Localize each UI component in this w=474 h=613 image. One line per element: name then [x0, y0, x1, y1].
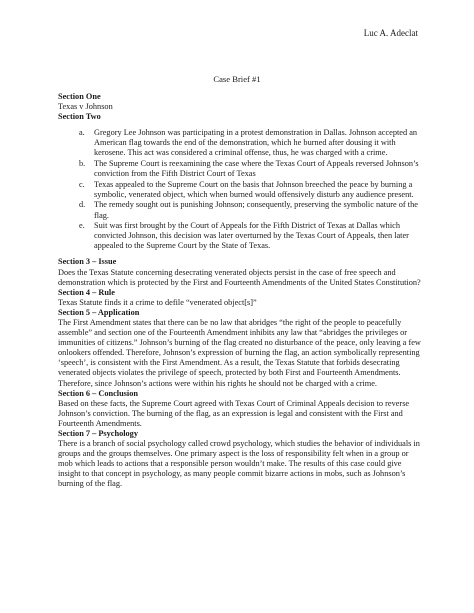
section-two-heading: Section Two [58, 112, 101, 122]
section-3-text: Does the Texas Statute concerning desecrating venerated objects persist in the case of free speech and demonstration which is protected by the First and Fourteenth Amendments of the United States Constitution? [58, 267, 421, 287]
list-marker: b. [79, 159, 86, 169]
list-item [79, 179, 422, 200]
author-name: Luc A. Adeclat [363, 28, 418, 38]
list-marker: c. [79, 179, 85, 189]
section-4-text: Texas Statute finds it a crime to defile “venerated object[s]” [58, 297, 257, 307]
document-body [58, 92, 422, 490]
section-4-heading: Section 4 – Rule [58, 287, 115, 297]
section-7-text: There is a branch of social psychology called crowd psychology, which studies the behavior of individuals in groups and the groups themselves. One primary aspect is the loss of responsibility felt when in a group or mob which leads to actions that a responsible person wouldn’t make. The results of this case could give insight to that concept in psychology, as many people commit bizarre actions in mobs, such as Johnson’s burning of the flag. [58, 439, 420, 489]
list-item [79, 221, 422, 251]
list-item-text: Texas appealed to the Supreme Court on the basis that Johnson breeched the peace by burning a symbolic, venerated object, which when burned would offensively disturb any audience present. [94, 179, 414, 199]
section-6-heading: Section 6 – Conclusion [58, 388, 138, 398]
section-5-text: The First Amendment states that there can be no law that abridges “the right of the people to peacefully assemble” and section one of the Fourteenth Amendment inhibits any law that “abridges the privileges or immunities of citizens.” Johnson’s burning of the flag created no disturbance of the peace, only leaving a few onlookers offended. Therefore, Johnson’s expression of burning the flag, an action symbolically representing ‘speech’, is consistent with the First Amendment. As a result, the Texas Statute that forbids desecrating venerated objects violates the privilege of speech, protected by both First and Fourteenth Amendments. Therefore, since Johnson’s actions were within his rights he should not be charged with a crime. [58, 317, 421, 388]
document-title: Case Brief #1 [213, 74, 261, 84]
list-item-text: Suit was first brought by the Court of Appeals for the Fifth District of Texas at Dallas which convicted Johnson, this decision was later overturned by the Texas Court of Appeals, then later appealed to the Supreme Court by the State of Texas. [94, 221, 409, 251]
section-3-heading: Section 3 – Issue [58, 257, 117, 267]
list-item [79, 200, 422, 220]
list-marker: d. [79, 200, 86, 210]
section-5-heading: Section 5 – Application [58, 307, 140, 317]
section-6-text: Based on these facts, the Supreme Court agreed with Texas Court of Criminal Appeals decision to reverse Johnson’s conviction. The burning of the flag, as an expression is legal and consistent with the First and Fourteenth Amendments. [58, 398, 410, 428]
list-item-text: The Supreme Court is reexamining the case where the Texas Court of Appeals reversed Johnson’s conviction from the Fifth District Court of Texas [94, 159, 419, 179]
facts-list [58, 128, 422, 251]
section-one-heading: Section One [58, 92, 101, 101]
list-marker: e. [79, 221, 85, 231]
list-item [79, 128, 422, 158]
list-item-text: The remedy sought out is punishing Johnson; consequently, preserving the symbolic nature of the flag. [94, 200, 418, 220]
section-7-heading: Section 7 – Psychology [58, 429, 138, 438]
list-item [79, 159, 422, 179]
list-item-text: Gregory Lee Johnson was participating in a protest demonstration in Dallas. Johnson accepted an American flag towards the end of the demonstration, which he burned after dousing it with kerosene. This act was considered a criminal offense, thus, he was charged with a crime. [94, 128, 418, 158]
list-marker: a. [79, 128, 85, 138]
section-one-text: Texas v Johnson [58, 102, 113, 112]
